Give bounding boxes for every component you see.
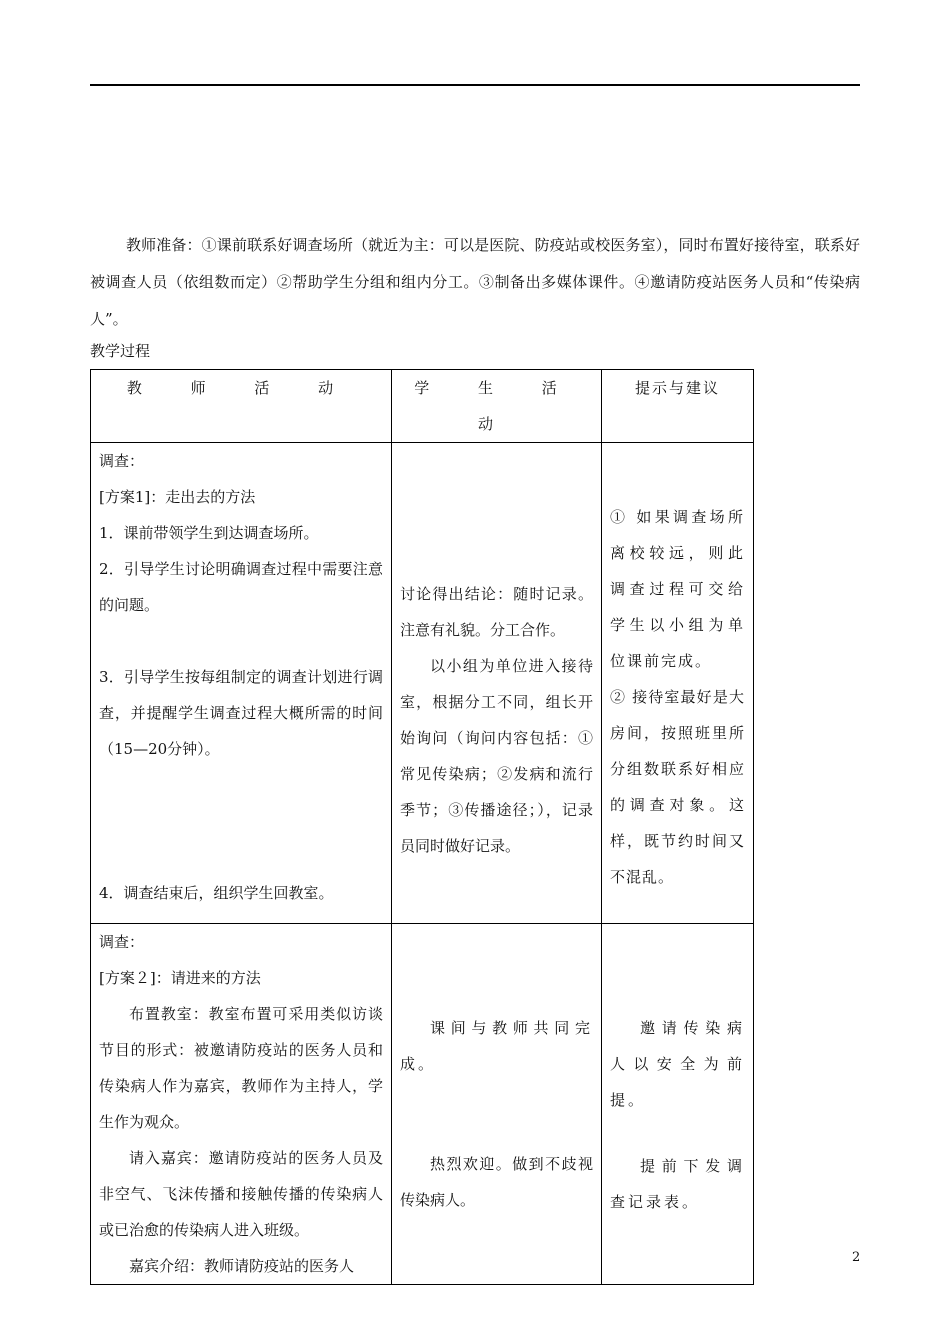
section-title: 教学过程 <box>90 342 151 360</box>
row2-tip-1: 邀请传染病人以安全为前提。 <box>610 1019 745 1109</box>
header-student-activity: 学 生 活 动 <box>392 370 602 443</box>
header-teacher-activity: 教 师 活 动 <box>91 370 392 443</box>
row1-tip-1: ① 如果调查场所离校较远，则此调查过程可交给学生以小组为单位课前完成。 <box>610 508 745 670</box>
row1-step3: 3．引导学生按每组制定的调查计划进行调查，并提醒学生调查过程大概所需的时间（15—20分钟）。 <box>99 668 383 758</box>
teacher-preparation-paragraph: 教师准备：①课前联系好调查场所（就近为主：可以是医院、防疫站或校医务室），同时布置好接待室，联系好被调查人员（依组数而定）②帮助学生分组和组内分工。③制备出多媒体课件。④邀请防疫站医务人员和“传染病人”。 <box>90 236 860 328</box>
row2-plan-label: [方案２]：请进来的方法 <box>99 969 261 987</box>
page-number: 2 <box>852 1250 861 1265</box>
row1-tip-2: ② 接待室最好是大房间，按照班里所分组数联系好相应的调查对象。这样，既节约时间又不混乱。 <box>610 688 745 886</box>
row1-step1: 1．课前带领学生到达调查场所。 <box>99 524 319 542</box>
row1-student-p2: 以小组为单位进入接待室，根据分工不同，组长开始询问（询问内容包括：①常见传染病；②发病和流行季节；③传播途径；），记录员同时做好记录。 <box>400 657 593 855</box>
teaching-process-table <box>90 369 754 1285</box>
table-header-row <box>91 370 754 443</box>
table-row <box>91 443 754 924</box>
student-activity-cell <box>392 443 602 924</box>
teacher-activity-cell <box>91 443 392 924</box>
student-activity-cell <box>392 924 602 1285</box>
tips-cell <box>602 443 754 924</box>
row2-teacher-title: 调查： <box>99 933 145 951</box>
row1-step2: 2．引导学生讨论明确调查过程中需要注意的问题。 <box>99 560 383 614</box>
row2-student-p2: 热烈欢迎。做到不歧视传染病人。 <box>400 1155 593 1209</box>
row1-step4: 4．调查结束后，组织学生回教室。 <box>99 884 334 902</box>
teacher-activity-cell <box>91 924 392 1285</box>
row2-student-p1: 课间与教师共同完成。 <box>400 1019 593 1073</box>
row1-teacher-title: 调查： <box>99 452 145 470</box>
row2-teacher-p1: 布置教室：教室布置可采用类似访谈节目的形式：被邀请防疫站的医务人员和传染病人作为嘉宾，教师作为主持人，学生作为观众。 <box>99 1005 383 1131</box>
tips-cell <box>602 924 754 1285</box>
row2-teacher-p2: 请入嘉宾：邀请防疫站的医务人员及非空气、飞沫传播和接触传播的传染病人或已治愈的传染病人进入班级。 <box>99 1149 383 1239</box>
row2-teacher-p3: 嘉宾介绍：教师请防疫站的医务人 <box>129 1257 355 1275</box>
table-row <box>91 924 754 1285</box>
row1-plan-label: [方案1]：走出去的方法 <box>99 488 256 506</box>
row2-tip-2: 提前下发调查记录表。 <box>610 1157 745 1211</box>
header-rule <box>90 84 860 86</box>
header-tips: 提示与建议 <box>602 370 754 443</box>
row1-student-p1: 讨论得出结论：随时记录。注意有礼貌。分工合作。 <box>400 585 593 639</box>
